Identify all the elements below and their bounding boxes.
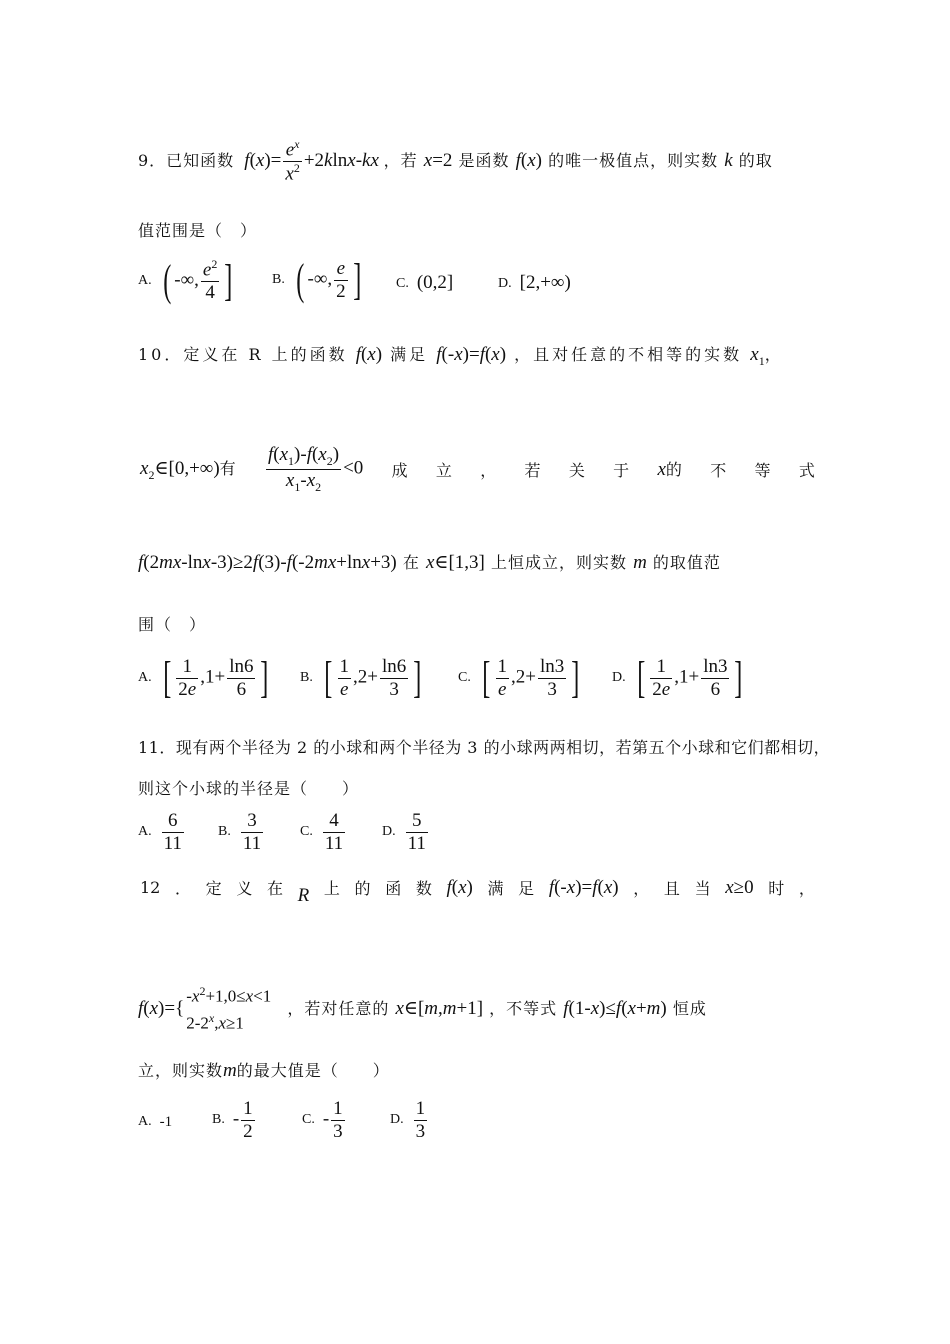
q9-option-b: B. ( -∞, $\frac{e}{2}$ ]	[272, 255, 361, 305]
q9-line1	[138, 138, 773, 185]
q10-line3: f(2mx-lnx-3)≥2f(3)-f(-2mx+lnx+3) 在 x∈[1,3] 上恒成立，则实数 m 的取值范	[138, 552, 721, 573]
q10-option-b: B. [ $\frac{1}{e}$ ,2+ $\frac{\ln 6}{3}$ ]	[300, 653, 422, 703]
q9-x-eq-2: x=2	[423, 150, 453, 172]
q9-fx: f(x)	[515, 150, 542, 172]
q11-option-d: D. $\frac{5}{11}$	[382, 810, 426, 854]
q12-line3: 立，则实数m的最大值是（ ）	[138, 1060, 390, 1081]
q9-option-d: D. [2,+∞)	[498, 272, 571, 293]
q9-text-end: 的取	[738, 151, 773, 171]
q11-option-c: C. $\frac{4}{11}$	[300, 810, 344, 854]
q11-option-b: B. $\frac{3}{11}$	[218, 810, 262, 854]
q12-piecewise: f(x)={ $-x^2+1,0\le x<1$ $2-2^x,x\ge 1$	[138, 984, 272, 1033]
q12-option-b: B. - $\frac{1}{2}$	[212, 1098, 253, 1142]
q10-difference-quotient: $\frac{f(x_1)-f(x_2)}{x_1-x_2}$ <0	[267, 444, 364, 494]
q12-line2: f(x)={ $-x^2+1,0\le x<1$ $2-2^x,x\ge 1$ ，若对任意的 x∈[m,m+1] ，不等式 f(1-x)≤f(x+m) 恒成	[138, 982, 707, 1036]
q9-k: k	[724, 150, 733, 172]
q9-function: f(x)= $\frac{e^x}{x^2}$ +2klnx-kx	[244, 137, 379, 185]
q9-number: 9．已知函数	[138, 151, 235, 171]
q10-inequality: f(2mx-lnx-3)≥2f(3)-f(-2mx+lnx+3)	[138, 552, 397, 573]
q10-line1: 10．定义在 R 上的函数 f(x) 满足 f(-x)=f(x) ，且对任意的不相等的实数 $x_1$，	[138, 344, 784, 368]
q11-line1: 11．现有两个半径为 2 的小球和两个半径为 3 的小球两两相切，若第五个小球和它们都相切，	[138, 738, 831, 757]
q10-option-d: D. [ $\frac{1}{2e}$ ,1+ $\frac{\ln 3}{6}$ ]	[612, 653, 743, 703]
q12-option-d: D. $\frac{1}{3}$	[390, 1098, 426, 1142]
q12-line1: 12 ． 定 义 在 R 上 的 函 数 f(x) 满 足 f(-x)=f(x) ， 且 当 x≥0 时 ，	[140, 876, 815, 906]
q11-line2: 则这个小球的半径是（ ）	[138, 779, 360, 798]
q9-text-if: ，若	[383, 151, 418, 171]
q11-option-a: A. $\frac{6}{11}$	[138, 810, 182, 854]
q9-line2: 值范围是（ ）	[138, 221, 258, 240]
q9-text-extreme: 的唯一极值点，则实数	[548, 151, 719, 171]
q10-option-a: A. [ $\frac{1}{2e}$ ,1+ $\frac{\ln 6}{6}$ ]	[138, 653, 269, 703]
q12-option-c: C. - $\frac{1}{3}$	[302, 1098, 343, 1142]
q10-line2: $x_2\in[0,+\infty)$有 $\frac{f(x_1)-f(x_2)}{x_1-x_2}$ <0 成 立 ， 若 关 于 x的 不 等 式	[140, 444, 815, 494]
q10-option-c: C. [ $\frac{1}{e}$ ,2+ $\frac{\ln 3}{3}$ ]	[458, 653, 580, 703]
q12-option-a: A. -1	[138, 1113, 173, 1130]
q9-text-is-function: 是函数	[458, 151, 510, 171]
q9-option-a: A. ( -∞, $\frac{e^2}{4}$ ]	[138, 256, 233, 306]
q9-option-c: C. (0,2]	[396, 272, 454, 293]
q10-line4: 围（ ）	[138, 615, 207, 634]
